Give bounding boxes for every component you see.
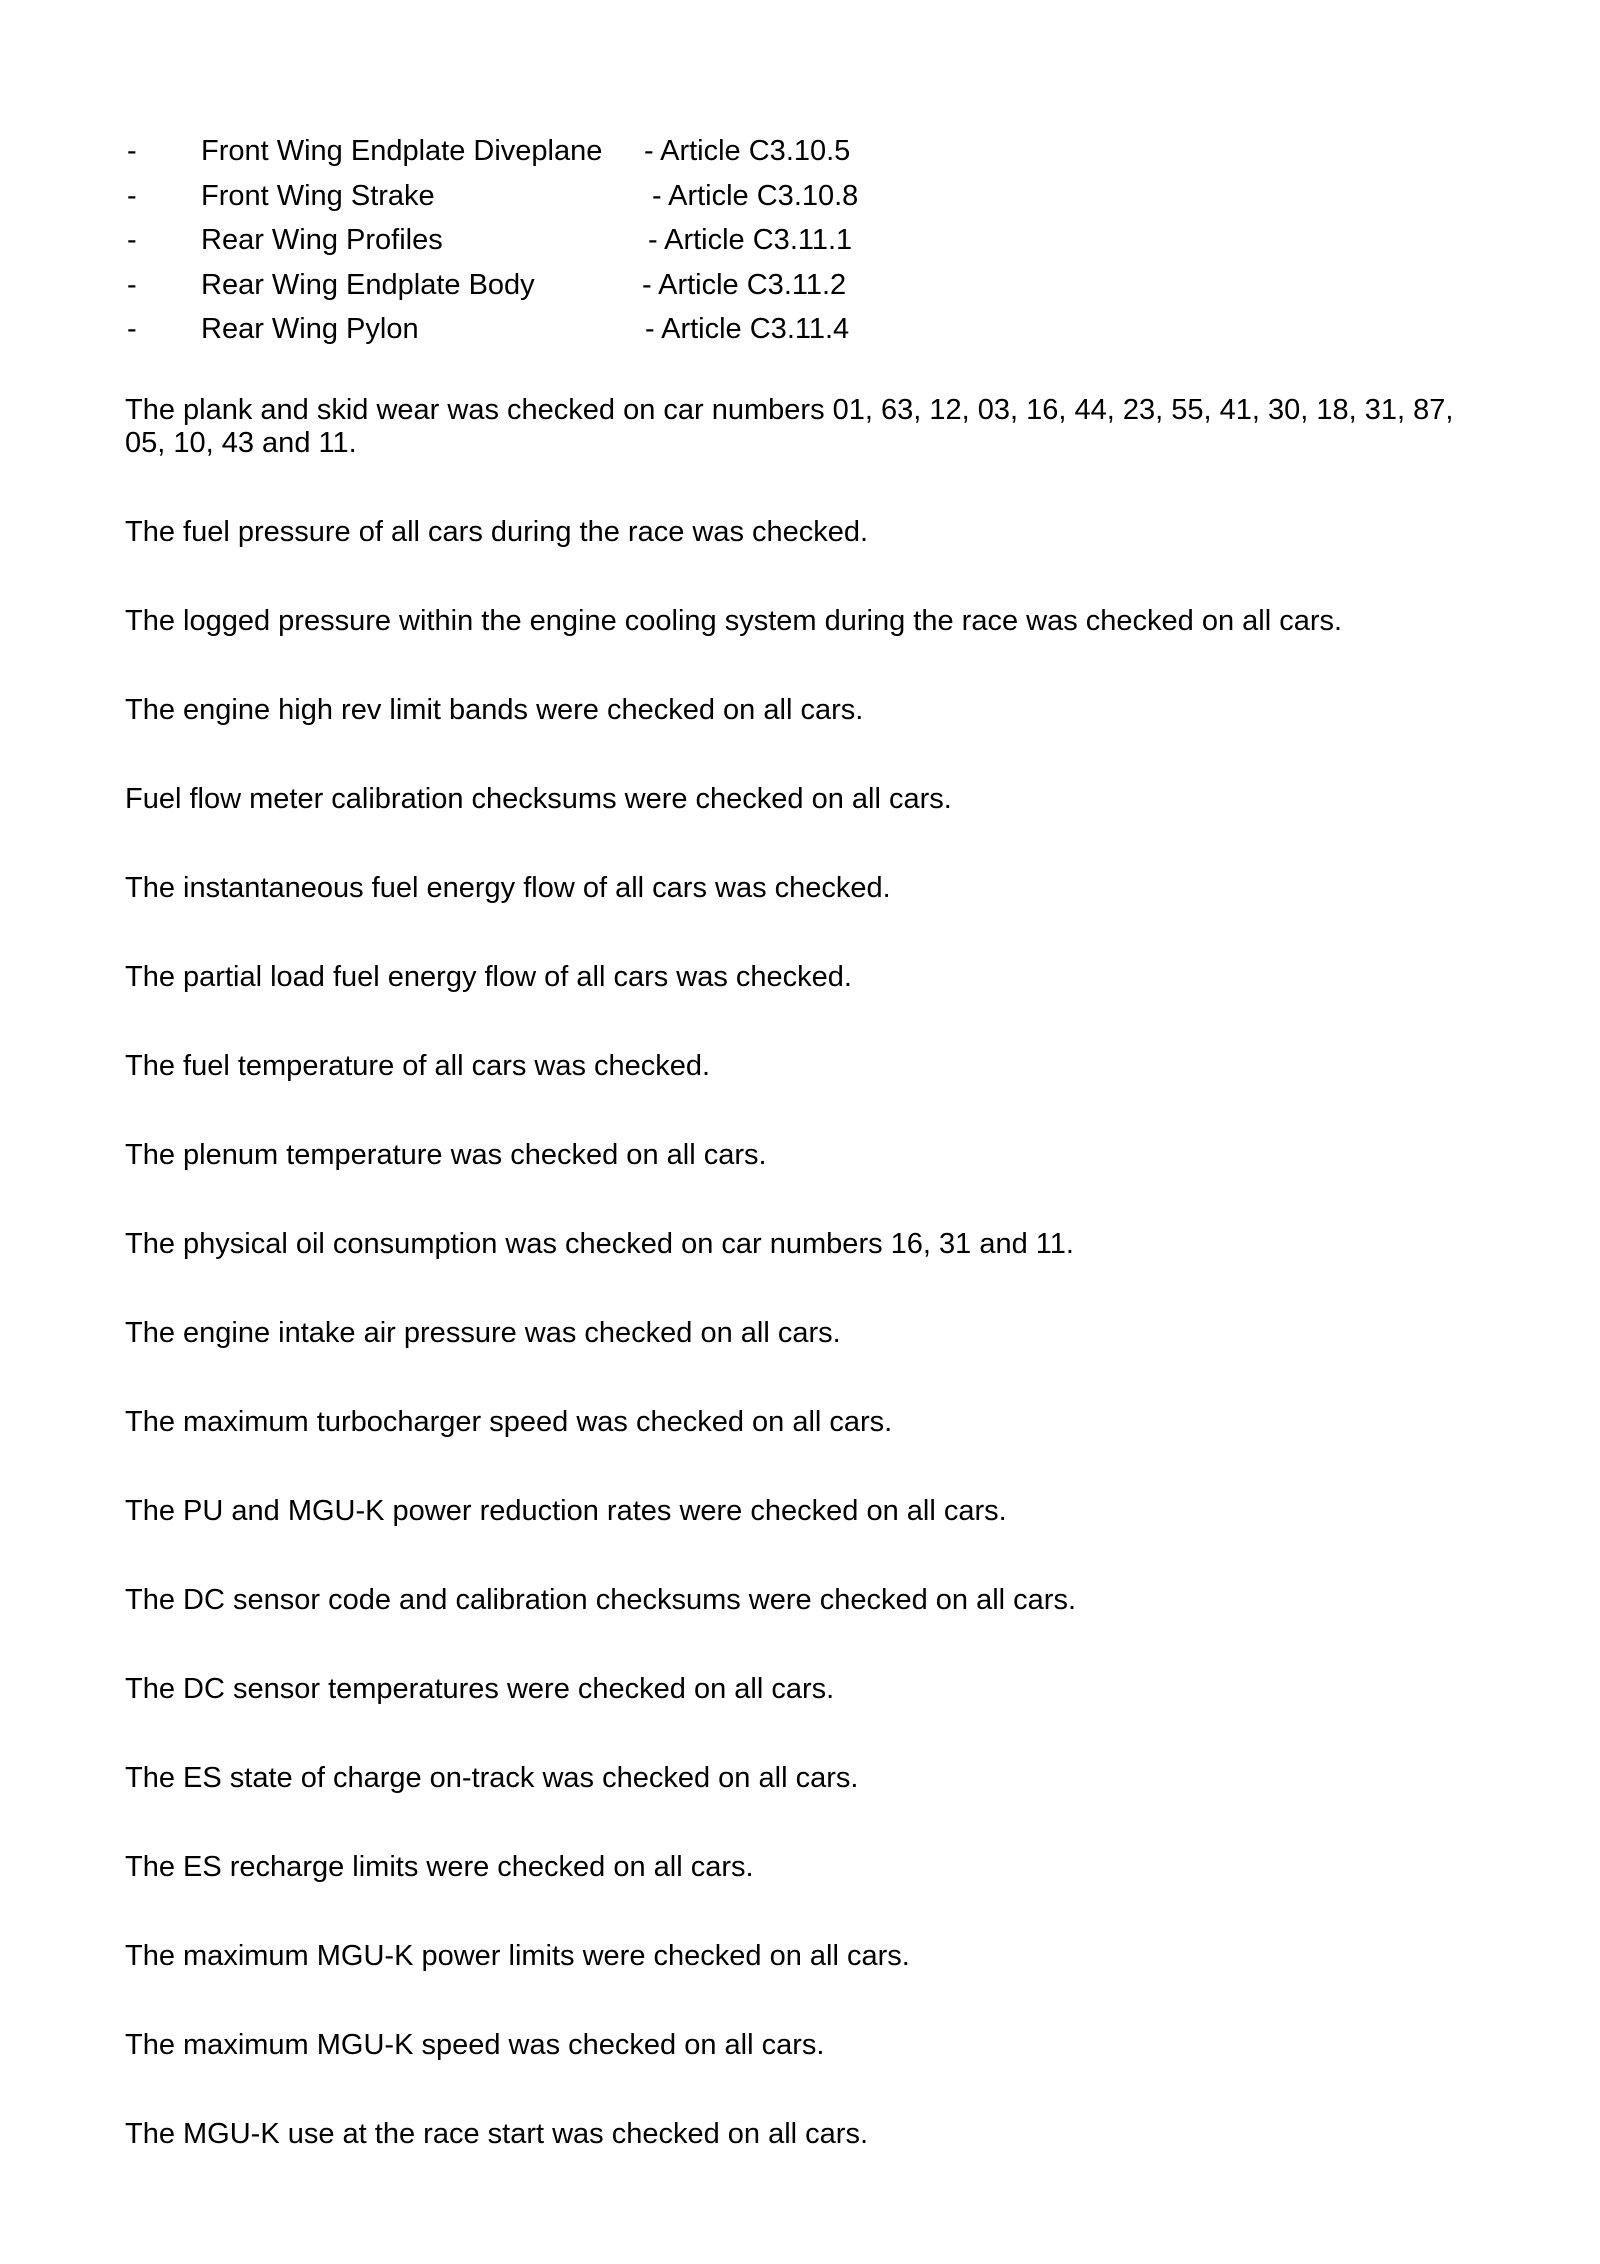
mguk-speed-paragraph: The maximum MGU-K speed was checked on all cars. (125, 2028, 825, 2061)
bullet-dash: - (127, 268, 137, 301)
dc-sensor-temperature-paragraph: The DC sensor temperatures were checked on all cars. (125, 1672, 835, 1705)
bullet-item (125, 224, 1485, 269)
cooling-pressure-paragraph: The logged pressure within the engine cooling system during the race was checked on all cars. (125, 604, 1343, 637)
bullet-article-ref: - Article C3.11.4 (645, 313, 850, 345)
fuel-temperature-paragraph: The fuel temperature of all cars was checked. (125, 1049, 711, 1082)
bodywork-article-list (125, 135, 1485, 358)
bullet-dash: - (127, 224, 137, 256)
oil-consumption-paragraph: The physical oil consumption was checked on car numbers 16, 31 and 11. (125, 1227, 1074, 1260)
bullet-article-ref: - Article C3.11.2 (642, 268, 847, 301)
rev-limit-paragraph: The engine high rev limit bands were checked on all cars. (125, 693, 864, 726)
bullet-article-ref: - Article C3.10.8 (652, 179, 859, 212)
turbocharger-speed-paragraph: The maximum turbocharger speed was checked on all cars. (125, 1405, 893, 1438)
partial-load-fuel-flow-paragraph: The partial load fuel energy flow of all cars was checked. (125, 960, 852, 993)
bullet-item-name: Rear Wing Pylon (201, 313, 419, 345)
checks-paragraph-list (125, 516, 1485, 2151)
bullet-item-name: Rear Wing Endplate Body (201, 268, 535, 301)
intake-air-pressure-paragraph: The engine intake air pressure was checked on all cars. (125, 1316, 841, 1349)
bullet-item (125, 180, 1485, 225)
dc-sensor-checksum-paragraph: The DC sensor code and calibration checksums were checked on all cars. (125, 1583, 1077, 1616)
bullet-item-name: Rear Wing Profiles (201, 224, 443, 256)
bullet-item (125, 313, 1485, 358)
document-page (125, 135, 1485, 2207)
bullet-dash: - (127, 313, 137, 345)
bullet-dash: - (127, 135, 137, 167)
power-reduction-paragraph: The PU and MGU-K power reduction rates were checked on all cars. (125, 1494, 1007, 1527)
bullet-article-ref: - Article C3.11.1 (648, 224, 853, 256)
es-state-of-charge-paragraph: The ES state of charge on-track was checked on all cars. (125, 1761, 859, 1794)
fuel-flow-meter-paragraph: Fuel flow meter calibration checksums were checked on all cars. (125, 782, 952, 815)
bullet-dash: - (127, 179, 137, 212)
plank-skid-wear-paragraph: The plank and skid wear was checked on car numbers 01, 63, 12, 03, 16, 44, 23, 55, 41, 30, 18, 31, 87, 05, 10, 43 and 11. (125, 393, 1454, 459)
bullet-item (125, 269, 1485, 314)
fuel-pressure-paragraph: The fuel pressure of all cars during the race was checked. (125, 515, 869, 548)
plenum-temperature-paragraph: The plenum temperature was checked on all cars. (125, 1138, 767, 1171)
mguk-race-start-paragraph: The MGU-K use at the race start was checked on all cars. (125, 2117, 869, 2150)
es-recharge-paragraph: The ES recharge limits were checked on all cars. (125, 1850, 754, 1883)
mguk-power-limit-paragraph: The maximum MGU-K power limits were checked on all cars. (125, 1939, 910, 1972)
bullet-item-name: Front Wing Strake (201, 179, 435, 212)
bullet-item-name: Front Wing Endplate Diveplane (201, 135, 603, 167)
bullet-item (125, 135, 1485, 180)
instantaneous-fuel-flow-paragraph: The instantaneous fuel energy flow of all cars was checked. (125, 871, 891, 904)
bullet-article-ref: - Article C3.10.5 (644, 135, 851, 167)
